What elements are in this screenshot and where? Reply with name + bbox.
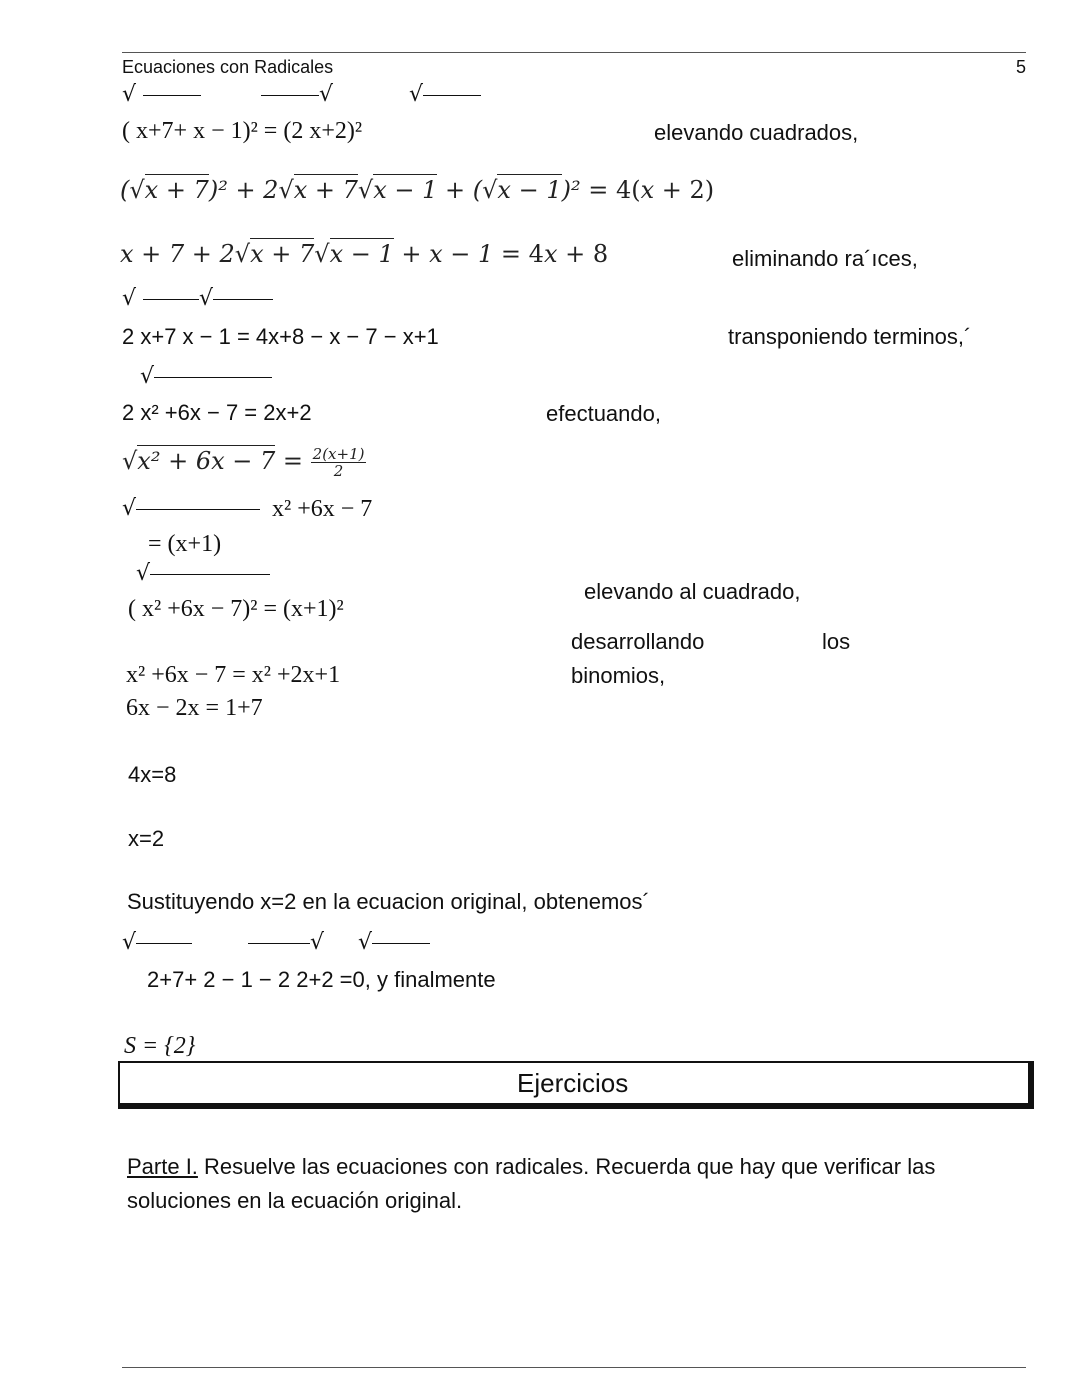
page-header-title: Ecuaciones con Radicales (122, 57, 334, 77)
step-note: transponiendo terminos,´ (728, 324, 972, 349)
equation-line: ( x² +6x − 7)² = (x+1)² (128, 596, 344, 622)
radical-fragments: √ (140, 364, 272, 389)
equation-simplified: x + 7 + 2√x + 7√x − 1 + x − 1 = 4x + 8 (120, 240, 609, 268)
radical-fragments: √ √ (122, 286, 273, 311)
section-title: Ejercicios (517, 1068, 629, 1098)
step-note: los (822, 629, 851, 654)
step-note: desarrollando (571, 629, 705, 654)
part-instructions-cont: soluciones en la ecuación original. (127, 1188, 463, 1213)
equation-with-fraction: √x² + 6x − 7 = $\frac{2(x+1)}{2}$ (122, 445, 365, 480)
step-note: binomios, (571, 663, 666, 688)
step-note: elevando cuadrados, (654, 120, 859, 145)
step-note: elevando al cuadrado, (584, 579, 801, 604)
equation-fragment: = (x+1) (148, 531, 222, 557)
equation-line: x=2 (128, 826, 165, 851)
equation-line: ( x+7+ x − 1)² = (2 x+2)² (122, 118, 363, 144)
equation-line: 4x=8 (128, 762, 177, 787)
radical-fragments: √ √ √ (122, 82, 481, 107)
check-line: 2+7+ 2 − 1 − 2 2+2 =0, y finalmente (147, 967, 496, 992)
page-number: 5 (1016, 57, 1027, 77)
radical-fragments: √ (122, 496, 260, 521)
equation-line: 2 x+7 x − 1 = 4x+8 − x − 7 − x+1 (122, 324, 439, 349)
header-rule (122, 52, 1026, 53)
footer-rule (122, 1367, 1026, 1368)
equation-line: 2 x² +6x − 7 = 2x+2 (122, 400, 312, 425)
radical-fragments: √ (136, 561, 270, 586)
equation-line: 6x − 2x = 1+7 (126, 695, 263, 721)
equation-expanded-square: (√x + 7)² + 2√x + 7√x − 1 + (√x − 1)² = 4(x + 2) (120, 176, 715, 204)
part-label: Parte I. (127, 1154, 198, 1179)
substitution-text: Sustituyendo x=2 en la ecuacion original, obtenemos´ (127, 889, 650, 914)
step-note: eliminando ra´ıces, (732, 246, 918, 271)
step-note: efectuando, (546, 401, 661, 426)
radical-fragments: √ √ √ (122, 930, 430, 955)
solution-set: S = {2} (124, 1033, 196, 1059)
equation-fragment: x² +6x − 7 (272, 496, 373, 522)
equation-line: x² +6x − 7 = x² +2x+1 (126, 662, 341, 688)
part-instructions (127, 1154, 935, 1180)
part-text: Resuelve las ecuaciones con radicales. Recuerda que hay que verificar las (197, 1154, 936, 1179)
